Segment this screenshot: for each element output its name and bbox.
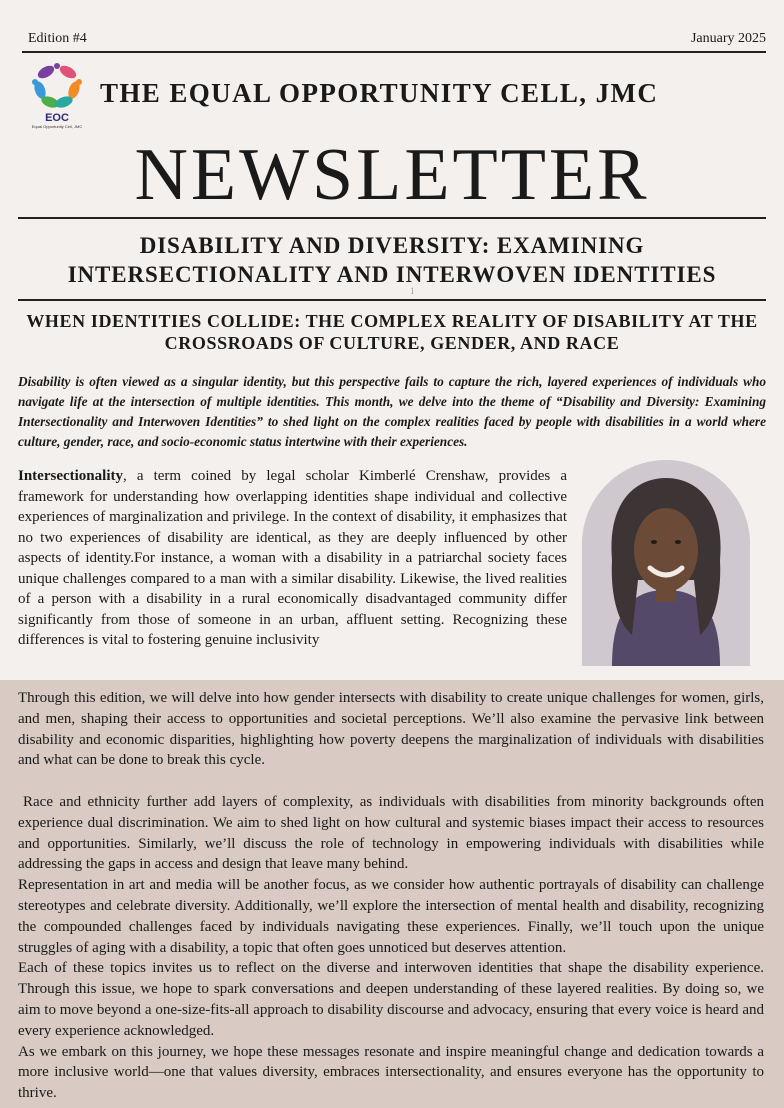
logo-subtitle: Equal Opportunity Cell, JMC [31, 124, 83, 129]
paragraph-topics: Each of these topics invites us to reflect on the diverse and interwoven identities that shape the disability experience. Through this issue, we hope to spark conversations and deepen understanding of these layered realities. By doing so, we aim to move beyond a one-size-fits-all approach to disability discourse and advocacy, ensuring that every voice is heard and every experience acknowledged. [18, 960, 764, 1039]
newsletter-masthead: NEWSLETTER [134, 134, 650, 216]
edition-label: Edition #4 [28, 31, 87, 46]
organization-title: THE EQUAL OPPORTUNITY CELL, JMC [100, 78, 659, 108]
logo-figures-icon [26, 60, 88, 112]
logo-name: EOC [45, 112, 69, 124]
issue-date: January 2025 [690, 31, 766, 46]
page-mark: 1 [410, 286, 415, 296]
paragraph-spacer [18, 771, 764, 792]
lower-text [18, 688, 764, 1104]
portrait-photo [582, 460, 750, 666]
headline-divider [18, 299, 766, 301]
main-headline: DISABILITY AND DIVERSITY: EXAMINING INTERSECTIONALITY AND INTERWOVEN IDENTITIES [67, 233, 717, 287]
intro-paragraph: Disability is often viewed as a singular identity, but this perspective fails to capture the rich, layered experiences of individuals who navigate life at the intersection of multiple identities. This month, we delve into the theme of “Disability and Diversity: Examining Intersectionality and Interwoven Identities” to shed light on the complex realities faced by people with disabilities in a world where culture, gender, race, and socio-economic status intertwine with their experiences. [18, 374, 766, 449]
eoc-logo [26, 60, 88, 132]
intersectionality-paragraph [18, 466, 567, 651]
intersectionality-term: Intersectionality [18, 468, 123, 484]
header-divider [22, 51, 766, 53]
lower-section [0, 680, 784, 1108]
paragraph-race: Race and ethnicity further add layers of complexity, as individuals with disabilities from minority backgrounds often experience dual discrimination. We aim to shed light on how cultural and systemic biases impact their access to resources and opportunities. Similarly, we’ll discuss the role of technology in empowering individuals with disabilities while addressing the gaps in access and design that leave many behind. [18, 793, 764, 873]
paragraph-closing: As we embark on this journey, we hope these messages resonate and inspire meaningful change and dedication towards a more inclusive world—one that values diversity, embraces intersectionality, and ensures everyone has the opportunity to thrive. [18, 1043, 764, 1102]
masthead-divider [18, 217, 766, 219]
sub-headline: WHEN IDENTITIES COLLIDE: THE COMPLEX REALITY OF DISABILITY AT THE CROSSROADS OF CULTURE, GENDER, AND RACE [26, 311, 758, 353]
intersectionality-text: , a term coined by legal scholar Kimberlé Crenshaw, provides a framework for understanding how overlapping identities shape individual and collective experiences of marginalization and privilege. In the context of disability, it emphasizes that no two experiences of disability are identical, as they are deeply influenced by other aspects of identity.For instance, a woman with a disability in a patriarchal society faces unique challenges compared to a man with a similar disability. Likewise, the lived realities of a person with a disability in a rural economically disadvantaged community differ significantly from those of someone in an urban, affluent setting. Recognizing these differences is vital to fostering genuine inclusivity [18, 468, 567, 648]
portrait-image [582, 460, 750, 666]
paragraph-representation: Representation in art and media will be another focus, as we consider how authentic portrayals of disability can challenge stereotypes and celebrate diversity. Additionally, we’ll explore the intersection of mental health and disability, recognizing the compounded challenges faced by individuals navigating these experiences. Finally, we’ll touch upon the unique struggles of aging with a disability, a topic that often goes unnoticed but deserves attention. [18, 877, 764, 956]
header-bar [0, 0, 784, 56]
paragraph-gender: Through this edition, we will delve into how gender intersects with disability to create unique challenges for women, girls, and men, shaping their access to opportunities and societal perceptions. We’ll also examine the pervasive link between disability and economic disparities, highlighting how poverty deepens the marginalization of individuals with disabilities and what can be done to break this cycle. [18, 690, 764, 769]
